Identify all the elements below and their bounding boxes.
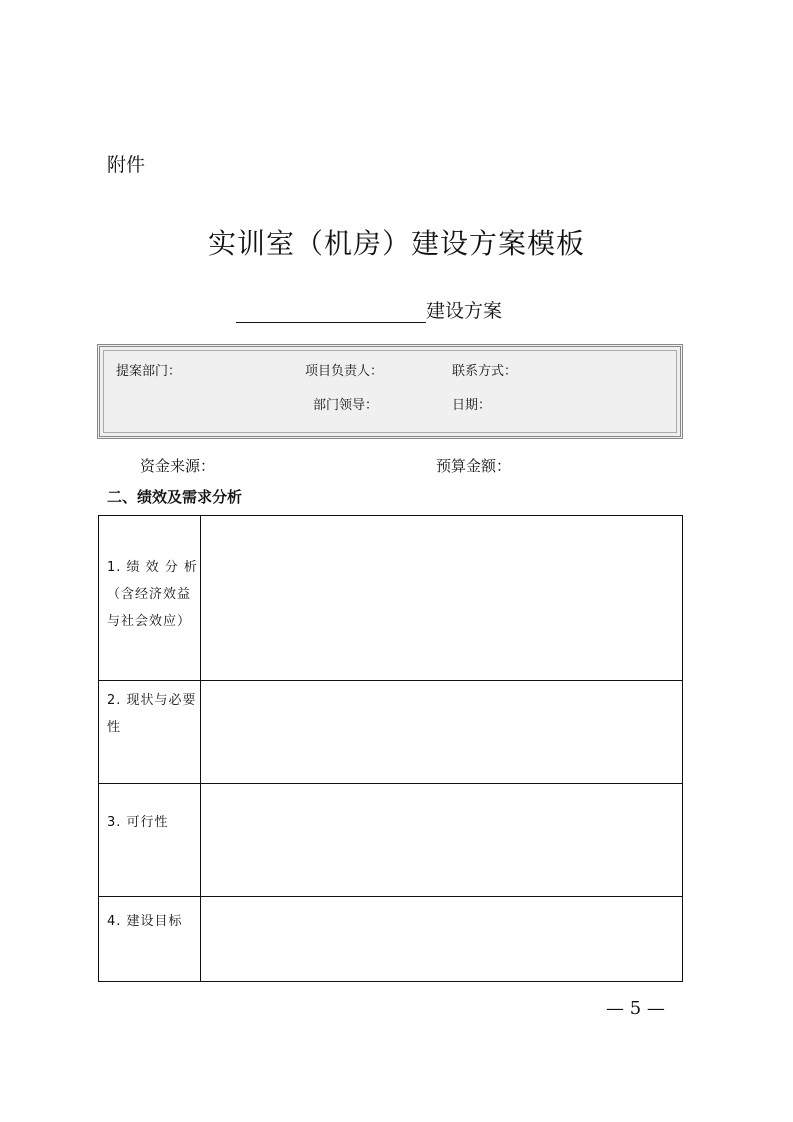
page-title: 实训室（机房）建设方案模板 — [207, 227, 585, 260]
row-label-performance: 1. 绩 效 分 析 （含经济效益 与社会效应） — [107, 560, 198, 629]
project-name-blank[interactable] — [236, 300, 426, 323]
project-lead-label: 项目负责人： — [305, 364, 384, 379]
page-number: — 5 — — [606, 998, 665, 1019]
budget-amount-label: 预算金额： — [436, 457, 512, 475]
status-content-cell[interactable] — [201, 681, 683, 783]
attachment-label: 附件 — [107, 154, 146, 176]
funding-source-label: 资金来源： — [140, 457, 216, 475]
date-label: 日期： — [452, 398, 492, 413]
section-title: 二、绩效及需求分析 — [107, 488, 243, 506]
contact-label: 联系方式： — [452, 364, 518, 379]
dept-leader-label: 部门领导： — [313, 398, 379, 413]
row-label-goals: 4. 建设目标 — [107, 914, 183, 929]
row-label-status-necessity: 2. 现状与必要 性 — [107, 693, 197, 735]
row-label-feasibility: 3. 可行性 — [107, 815, 169, 830]
proposer-dept-label: 提案部门： — [116, 364, 182, 379]
performance-content-cell[interactable] — [201, 516, 683, 680]
goals-content-cell[interactable] — [201, 897, 683, 981]
feasibility-content-cell[interactable] — [201, 784, 683, 896]
subtitle-suffix: 建设方案 — [426, 300, 503, 322]
analysis-table — [98, 515, 683, 982]
info-box — [97, 344, 683, 439]
subtitle — [236, 296, 502, 323]
